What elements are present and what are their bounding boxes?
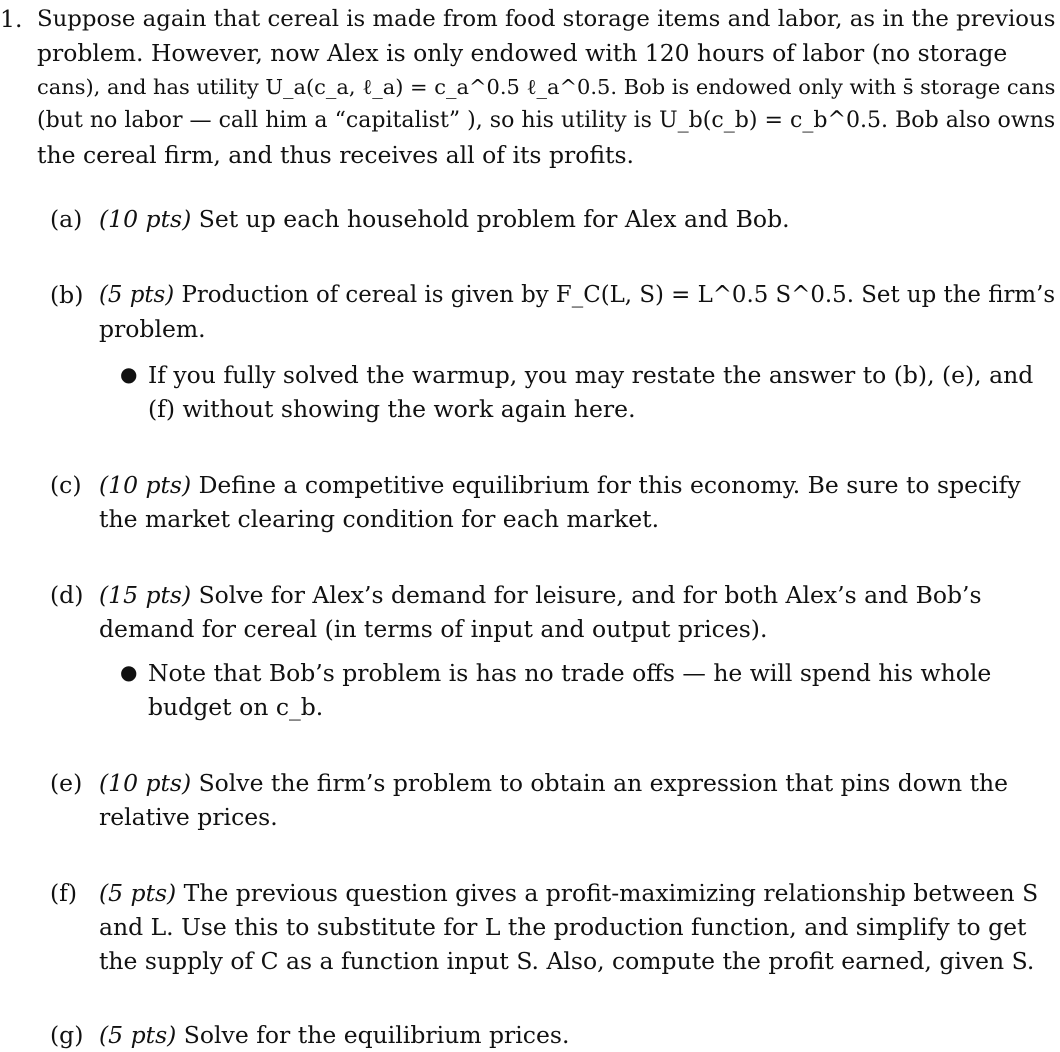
part-b-bullet-line-2 [148,394,636,424]
part-b-text-1: Production of cereal is given by F_C(L, S) = L^0.5 S^0.5. Set up the firm’s [181,282,1056,308]
part-d-bullet-text-1: Note that Bob’s problem is has no trade offs — he will spend his whole [148,659,992,687]
part-d-text-2: demand for cereal (in terms of input and output prices). [99,615,768,643]
part-g-text-1: Solve for the equilibrium prices. [183,1021,570,1049]
part-d-line-1 [99,580,1057,610]
part-b-line-1 [99,280,1057,310]
part-e-text-2: relative prices. [99,803,278,831]
part-b-line-2 [99,314,206,344]
intro-line-2 [37,38,1057,68]
intro-line-1 [37,4,1057,34]
intro-line-4 [37,106,1057,136]
part-c-text-2: the market clearing condition for each market. [99,505,660,533]
part-g-label: (g) [50,1021,84,1049]
part-a-label: (a) [50,205,83,233]
intro-line-5 [37,140,634,170]
part-f-points: (5 pts) [99,879,184,907]
part-b-bullet-text-2: (f) without showing the work again here. [148,395,636,423]
part-c-line-2 [99,504,659,534]
part-a-line-1 [99,204,790,234]
part-c-label: (c) [50,471,82,499]
part-g-points: (5 pts) [99,1021,184,1049]
intro-text-4: (but no labor — call him a “capitalist” ), so his utility is U_b(c_b) = c_b^0.5. Bob also owns [37,108,1056,133]
part-e-line-2 [99,802,278,832]
part-b-label: (b) [50,281,84,309]
part-a-text-1: Set up each household problem for Alex and Bob. [198,205,790,233]
part-f-line-3 [99,946,1057,976]
intro-text-5: the cereal firm, and thus receives all of its profits. [37,141,635,169]
part-c-text-1: Define a competitive equilibrium for this economy. Be sure to specify [198,471,1021,499]
intro-text-3: cans), and has utility U_a(c_a, ℓ_a) = c_a^0.5 ℓ_a^0.5. Bob is endowed only with s̄ storage cans [37,75,1056,99]
part-d-label: (d) [50,581,84,609]
part-f-text-1: The previous question gives a profit-maximizing relationship between S [183,879,1039,907]
part-e-points: (10 pts) [99,769,199,797]
part-a-points: (10 pts) [99,205,199,233]
intro-text-1: Suppose again that cereal is made from food storage items and labor, as in the previous [37,6,1056,32]
part-c-line-1 [99,470,1057,500]
part-f-text-3: the supply of C as a function input S. Also, compute the profit earned, given S. [99,947,1035,975]
part-f-line-2 [99,912,1057,942]
part-b-text-2: problem. [99,315,206,343]
part-g-line-1 [99,1020,569,1050]
part-b-points: (5 pts) [99,282,182,308]
part-f-text-2: and L. Use this to substitute for L the production function, and simplify to get [99,913,1027,941]
part-b-bullet-line-1 [148,360,1057,390]
part-d-points: (15 pts) [99,581,199,609]
part-d-text-1: Solve for Alex’s demand for leisure, and for both Alex’s and Bob’s [198,581,982,609]
part-d-bullet-line-1 [148,658,1057,688]
part-b-bullet-text-1: If you fully solved the warmup, you may restate the answer to (b), (e), and [148,361,1034,389]
part-d-line-2 [99,614,767,644]
part-f-line-1 [99,878,1057,908]
problem-number: 1. [0,5,23,33]
part-d-bullet-dot: ● [120,660,138,684]
part-d-bullet-text-2: budget on c_b. [148,693,324,721]
part-e-line-1 [99,768,1057,798]
part-e-text-1: Solve the firm’s problem to obtain an expression that pins down the [198,769,1009,797]
intro-line-3 [37,72,1057,102]
part-e-label: (e) [50,769,83,797]
part-c-points: (10 pts) [99,471,199,499]
part-d-bullet-line-2 [148,692,323,722]
intro-text-2: problem. However, now Alex is only endowed with 120 hours of labor (no storage [37,39,1008,67]
part-f-label: (f) [50,879,78,907]
part-b-bullet-dot: ● [120,362,138,386]
